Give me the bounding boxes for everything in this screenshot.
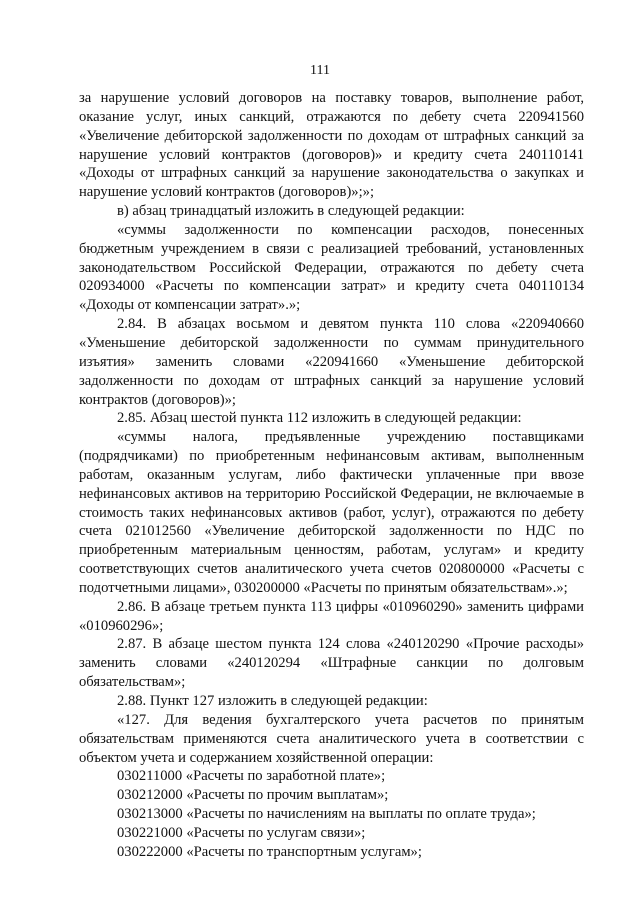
paragraph-quote-tax: «суммы налога, предъявленные учреждению поставщиками (подрядчиками) по приобретенным нефинансовым активам, выполненным работам, оказанным услугам, либо фактически уплаченные при ввозе нефинансовых активов на территорию Российской Федерации, не включаемые в стоимость таких нефинансовых активов (работ, услуг), отражаются по дебету счета 021012560 «Увеличение дебиторской задолженности по НДС по приобретенным материальным ценностям, работам, услугам» и кредиту соответствующих счетов аналитического учета счетов 020800000 «Расчеты с подотчетными лицами», 030200000 «Расчеты по принятым обязательствам».»; <box>79 429 584 596</box>
list-item-account: 030212000 «Расчеты по прочим выплатам»; <box>117 787 389 804</box>
paragraph-quote-compensation: «суммы задолженности по компенсации расходов, понесенных бюджетным учреждением в связи с реализацией требований, установленных законодательством Российской Федерации, отражаются по дебету счета 020934000 «Расчеты по компенсации затрат» и кредиту счета 040110134 «Доходы от компенсации затрат».»; <box>79 221 584 314</box>
paragraph-2-86: 2.86. В абзаце третьем пункта 113 цифры «010960290» заменить цифрами «010960296»; <box>79 598 584 634</box>
paragraph-continuation: за нарушение условий договоров на поставку товаров, выполнение работ, оказание услуг, иных санкций, отражаются по дебету счета 220941560 «Увеличение дебиторской задолженности по доходам от штрафных санкций за нарушение условий контрактов (договоров)» и кредиту счета 240110141 «Доходы от штрафных санкций за нарушение законодательства о закупках и нарушение условий контрактов (договоров)»;»; <box>79 90 584 201</box>
list-item-account: 030221000 «Расчеты по услугам связи»; <box>117 824 366 841</box>
paragraph-2-87: 2.87. В абзаце шестом пункта 124 слова «240120290 «Прочие расходы» заменить словами «240120294 «Штрафные санкции по долговым обязательствам»; <box>79 636 584 691</box>
list-item-account: 030222000 «Расчеты по транспортным услугам»; <box>117 843 422 860</box>
list-item-account: 030213000 «Расчеты по начислениям на выплаты по оплате труда»; <box>117 806 536 823</box>
paragraph-2-88: 2.88. Пункт 127 изложить в следующей редакции: <box>117 693 428 709</box>
list-item-account: 030211000 «Расчеты по заработной плате»; <box>117 768 386 785</box>
document-body <box>79 89 584 862</box>
paragraph-127: «127. Для ведения бухгалтерского учета расчетов по принятым обязательствам применяются счета аналитического учета в соответствии с объектом учета и содержанием хозяйственной операции: <box>79 711 584 766</box>
paragraph-subitem-v: в) абзац тринадцатый изложить в следующей редакции: <box>117 203 465 220</box>
paragraph-2-84: 2.84. В абзацах восьмом и девятом пункта 110 слова «220940660 «Уменьшение дебиторской задолженности по суммам принудительного изъятия» заменить словами «220941660 «Уменьшение дебиторской задолженности по доходам от штрафных санкций за нарушение условий контрактов (договоров)»; <box>79 316 584 408</box>
page-number: 111 <box>310 63 330 78</box>
paragraph-2-85: 2.85. Абзац шестой пункта 112 изложить в следующей редакции: <box>117 410 522 427</box>
